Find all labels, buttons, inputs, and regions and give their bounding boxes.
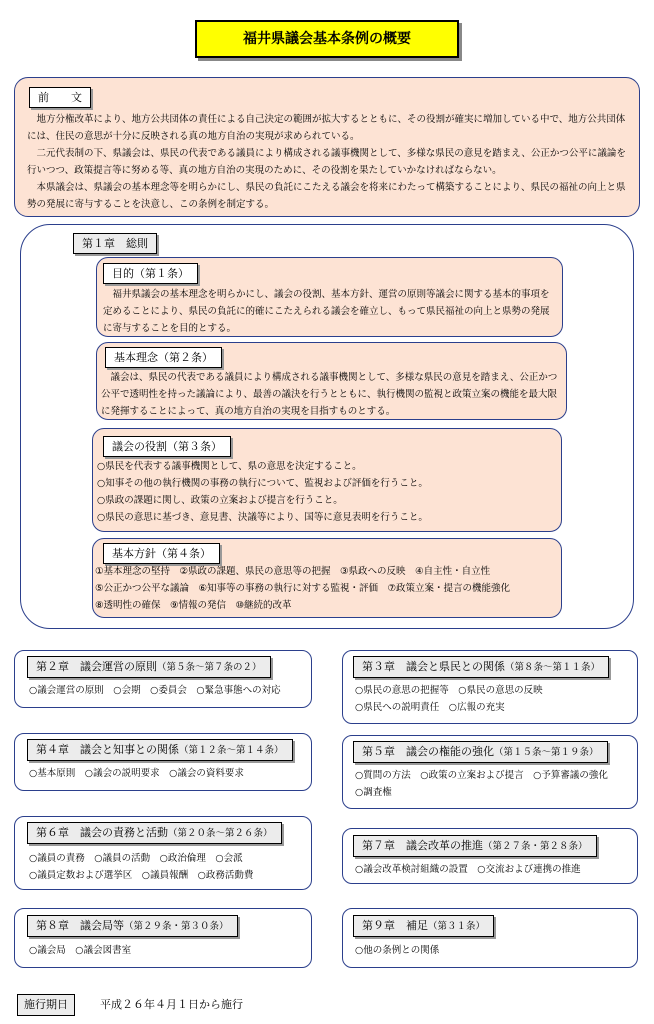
list-item: ○議会局 ○議会図書室 <box>29 945 132 956</box>
chapter6-list <box>29 850 253 884</box>
list-item: ○県民への説明責任 ○広報の充実 <box>355 702 505 713</box>
chapter7-box <box>342 828 638 884</box>
section-purpose-text <box>103 286 557 337</box>
chapter9-label <box>353 915 494 937</box>
section-principle-body: 議会は、県民の代表である議員により構成される議事機関として、多様な県民の意見を踏まえ、公正かつ公平で透明性を持った議論により、最善の議決を行うとともに、執行機関の監視と政策立案の機能を最大限に発揮することによって、真の地方自治の実現を目指すものとする。 <box>101 372 558 417</box>
list-item: ⑤公正かつ公平な議論 ⑥知事等の事務の執行に対する監視・評価 ⑦政策立案・提言の機能強化 <box>95 583 511 594</box>
list-item: ○県民を代表する議事機関として、県の意思を決定すること。 <box>97 461 362 472</box>
list-item: ○調査権 <box>355 787 392 798</box>
list-item: ○質問の方法 ○政策の立案および提言 ○予算審議の強化 <box>355 770 608 781</box>
page-title: 福井県議会基本条例の概要 <box>195 20 459 58</box>
preamble-box <box>14 77 640 217</box>
chapter6-articles: （第２０条〜第２６条） <box>168 828 273 839</box>
chapter5-title: 第５章 議会の権能の強化 <box>362 745 494 758</box>
chapter9-box <box>342 908 638 968</box>
chapter3-label <box>353 656 609 678</box>
section-principle <box>96 342 567 420</box>
chapter2-label <box>27 656 271 678</box>
section-purpose <box>96 257 563 337</box>
chapter6-box <box>14 816 312 890</box>
section-policy <box>92 538 562 618</box>
list-item: ○県民の意思に基づき、意見書、決議等により、国等に意見表明を行うこと。 <box>97 512 428 523</box>
chapter4-list <box>29 765 244 782</box>
list-item: ○議会改革検討組織の設置 ○交流および連携の推進 <box>355 864 581 875</box>
chapter8-articles: （第２９条・第３０条） <box>124 921 229 932</box>
chapter1-label: 第１章 総則 <box>73 233 157 254</box>
section-purpose-label: 目的（第１条） <box>103 263 198 284</box>
chapter3-articles: （第８条〜第１１条） <box>505 662 601 673</box>
chapter6-title: 第６章 議会の責務と活動 <box>36 826 168 839</box>
list-item: ○県民の意思の把握等 ○県民の意思の反映 <box>355 685 543 696</box>
preamble-paragraph: 本県議会は、県議会の基本理念等を明らかにし、県民の負託にこたえる議会を将来にわたって構築することにより、県民の福祉の向上と県勢の発展に寄与することを決意し、この条例を制定する。 <box>27 182 626 210</box>
chapter9-list <box>355 942 439 959</box>
chapter3-list <box>355 682 543 716</box>
chapter5-label <box>353 741 608 763</box>
chapter3-box <box>342 650 638 724</box>
chapter5-list <box>355 767 608 801</box>
section-policy-label: 基本方針（第４条） <box>103 543 220 564</box>
chapter7-title: 第７章 議会改革の推進 <box>362 839 483 852</box>
preamble-paragraph: 地方分権改革により、地方公共団体の責任による自己決定の範囲が拡大するとともに、その役割が確実に増加している中で、地方公共団体には、住民の意思が十分に反映される真の地方自治の実現が求められている。 <box>27 114 626 142</box>
chapter8-label <box>27 915 238 937</box>
section-role <box>92 428 562 532</box>
list-item: ⑧透明性の確保 ⑨情報の発信 ⑩継続的改革 <box>95 600 292 611</box>
chapter3-title: 第３章 議会と県民との関係 <box>362 660 505 673</box>
enforcement-text: 平成２６年４月１日から施行 <box>100 998 243 1011</box>
chapter4-articles: （第１２条〜第１４条） <box>179 745 284 756</box>
chapter7-articles: （第２７条・第２８条） <box>483 841 588 852</box>
chapter8-box <box>14 908 312 968</box>
section-principle-label: 基本理念（第２条） <box>105 347 222 368</box>
list-item: ○基本原則 ○議会の説明要求 ○議会の資料要求 <box>29 768 244 779</box>
section-purpose-body: 福井県議会の基本理念を明らかにし、議会の役割、基本方針、運営の原則等議会に関する基本的事項を定めることにより、県民の負託に的確にこたえられる議会を確立し、もって県民福祉の向上と県勢の発展に寄与することを目的とする。 <box>103 289 550 334</box>
list-item: ○議員定数および選挙区 ○議員報酬 ○政務活動費 <box>29 870 254 881</box>
chapter9-articles: （第３１条） <box>428 921 486 932</box>
chapter2-title: 第２章 議会運営の原則 <box>36 660 157 673</box>
chapter4-title: 第４章 議会と知事との関係 <box>36 743 179 756</box>
chapter7-list <box>355 861 581 878</box>
list-item: ○県政の課題に関し、政策の立案および提言を行うこと。 <box>97 495 343 506</box>
enforcement-label: 施行期日 <box>17 994 75 1016</box>
list-item: ○知事その他の執行機関の事務の執行について、監視および評価を行うこと。 <box>97 478 428 489</box>
chapter2-box <box>14 650 312 708</box>
chapter2-list <box>29 682 281 699</box>
chapter4-box <box>14 733 312 791</box>
chapter5-box <box>342 735 638 809</box>
chapter6-label <box>27 822 282 844</box>
preamble-text <box>27 111 631 213</box>
preamble-paragraph: 二元代表制の下、県議会は、県民の代表である議員により構成される議事機関として、多様な県民の意見を踏まえ、公正かつ公平に議論を行いつつ、政策提言等に努める等、真の地方自治の実現のために、その役割を果たしていかなければならない。 <box>27 148 626 176</box>
chapter8-title: 第８章 議会局等 <box>36 919 124 932</box>
section-role-list <box>97 458 428 526</box>
list-item: ①基本理念の堅持 ②県政の課題、県民の意思等の把握 ③県政への反映 ④自主性・自立性 <box>95 566 491 577</box>
chapter5-articles: （第１５条〜第１９条） <box>494 747 599 758</box>
chapter8-list <box>29 942 131 959</box>
list-item: ○議員の責務 ○議員の活動 ○政治倫理 ○会派 <box>29 853 243 864</box>
list-item: ○他の条例との関係 <box>355 945 440 956</box>
chapter4-label <box>27 739 293 761</box>
chapter2-articles: （第５条〜第７条の２） <box>157 662 262 673</box>
chapter9-title: 第９章 補足 <box>362 919 428 932</box>
list-item: ○議会運営の原則 ○会期 ○委員会 ○緊急事態への対応 <box>29 685 281 696</box>
section-policy-list <box>95 563 510 614</box>
preamble-label: 前 文 <box>29 87 91 108</box>
chapter7-label <box>353 835 597 857</box>
section-role-label: 議会の役割（第３条） <box>103 436 231 457</box>
section-principle-text <box>101 369 563 420</box>
